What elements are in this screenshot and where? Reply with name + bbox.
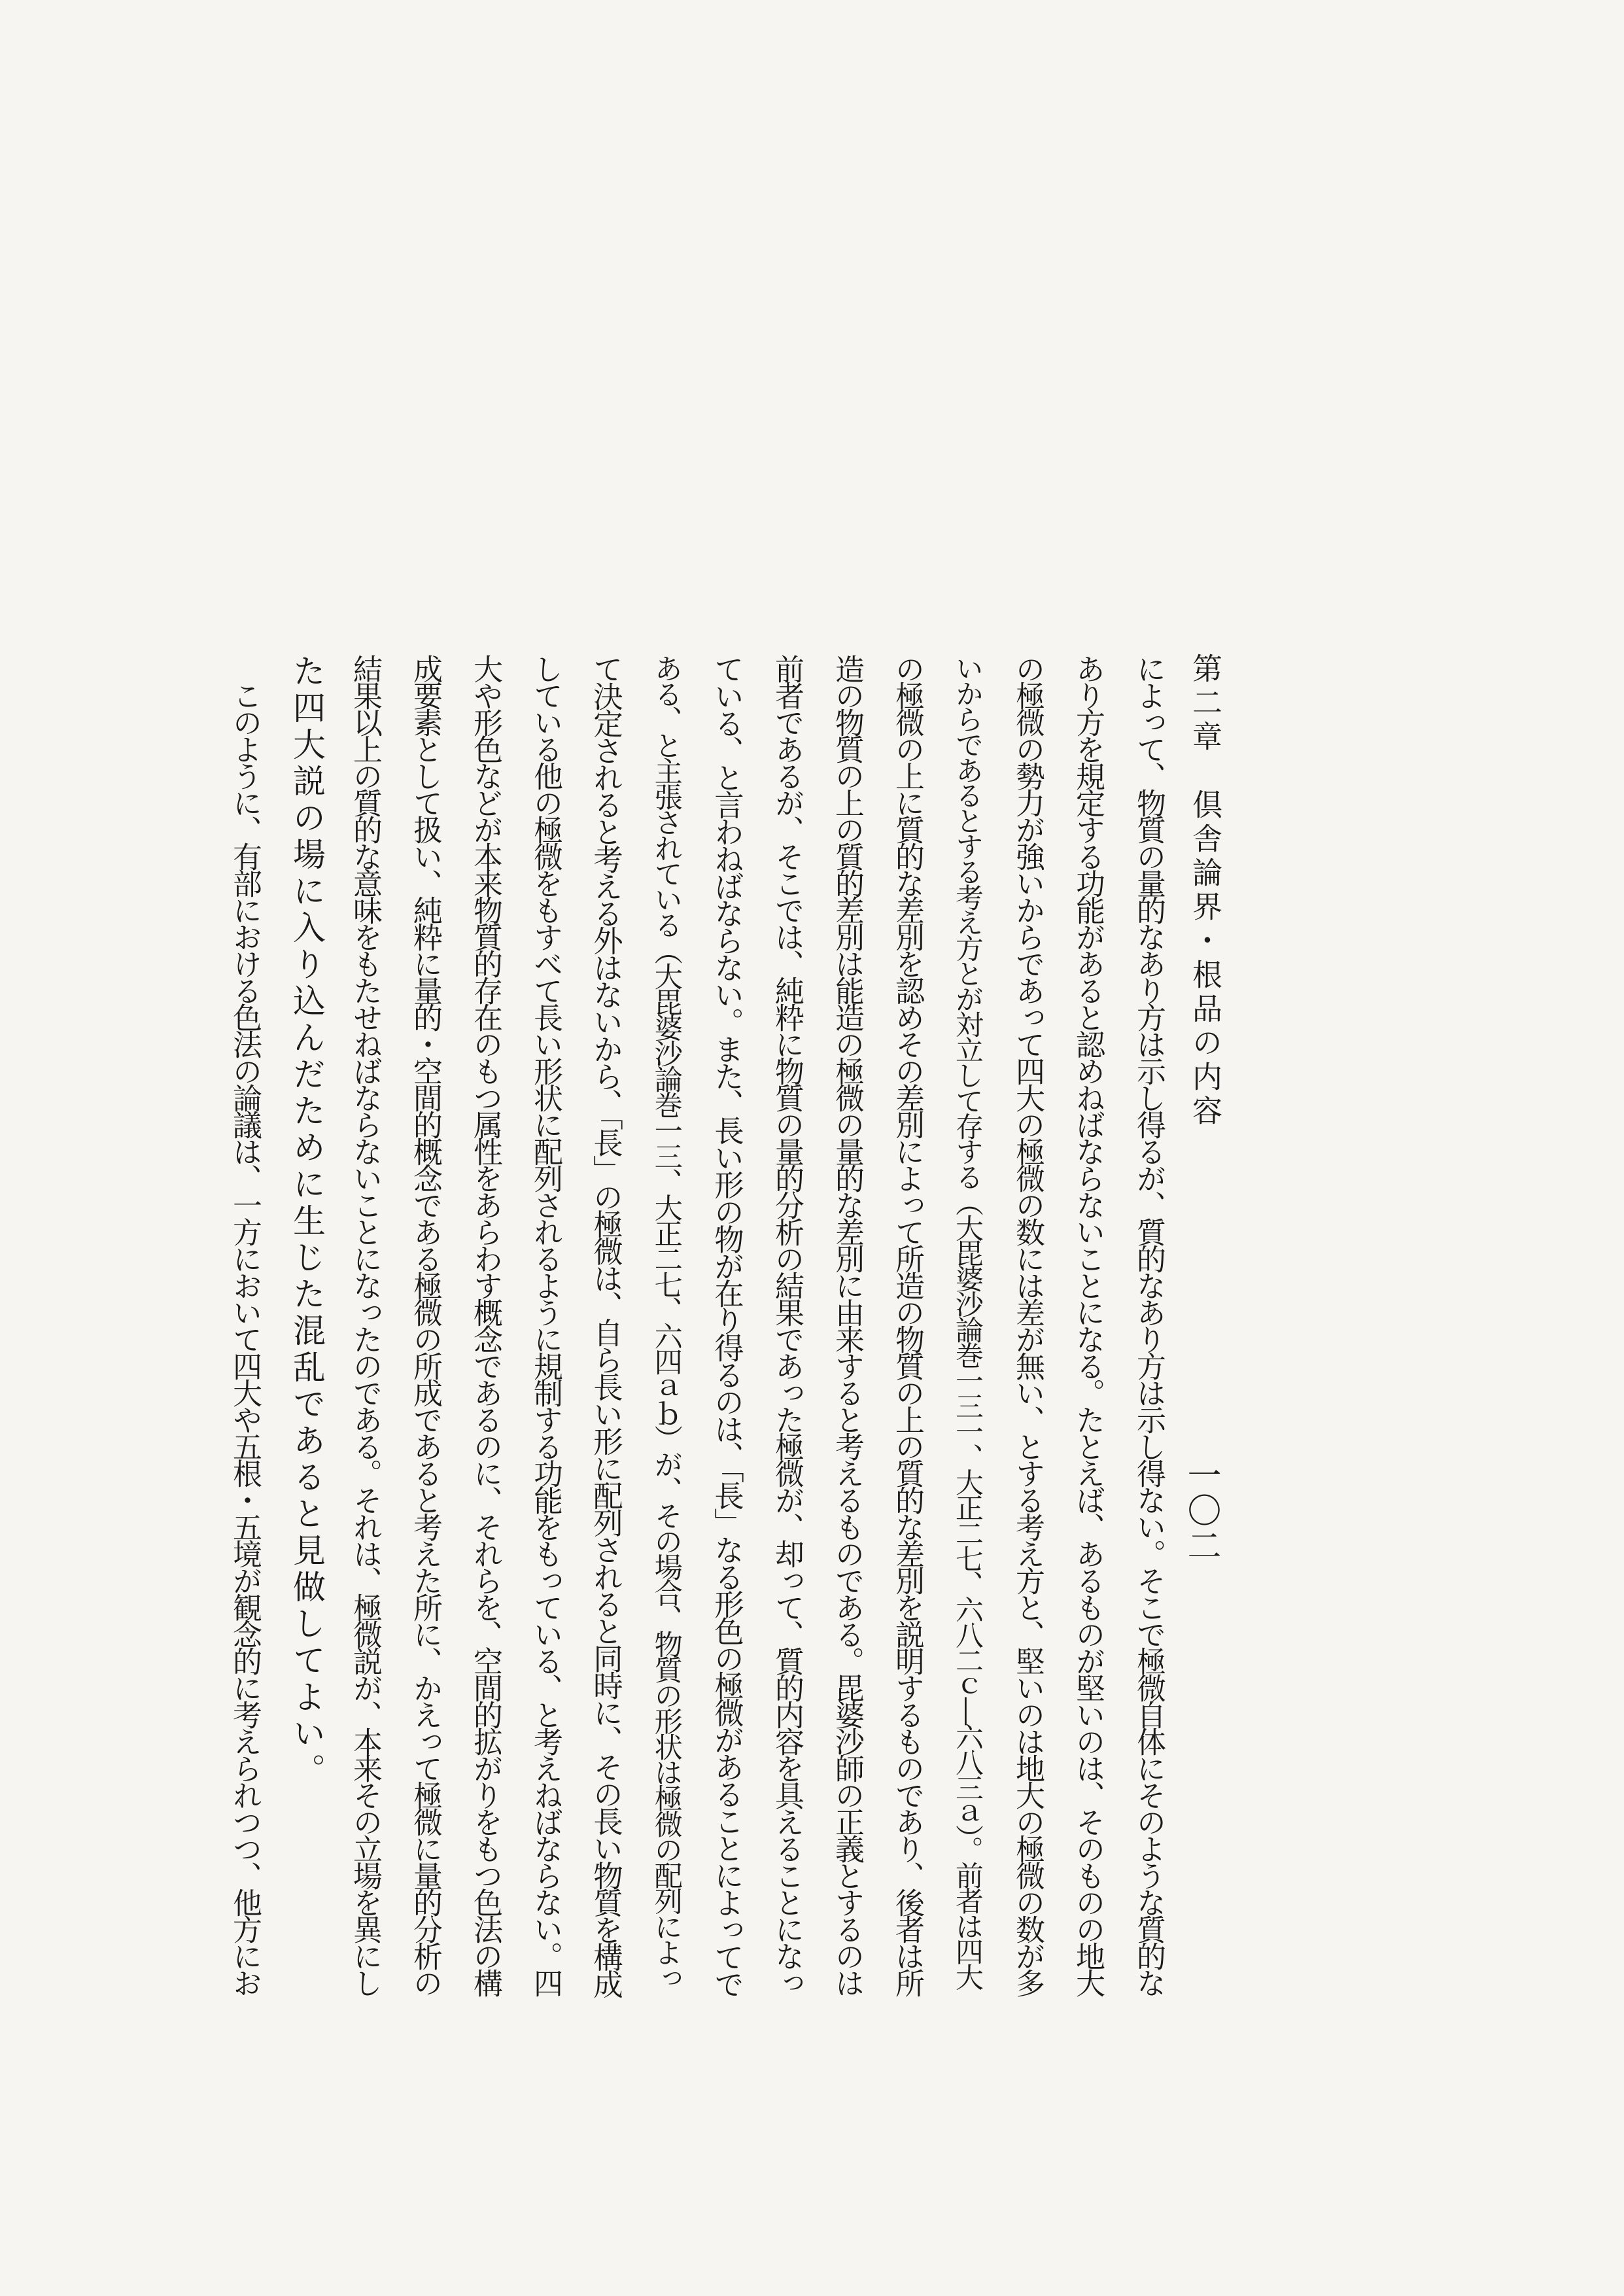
text-line: の極微の勢力が強いからであって四大の極微の数には差が無い、とする考え方と、堅いのは地大の極微の数が多 <box>1011 654 1045 1995</box>
text-line: ある、と主張されている（大毘婆沙論巻一三、大正二七、六四ａｂ）が、その場合、物質の形状は極微の配列によっ <box>649 654 683 1990</box>
text-line: このように、有部における色法の論議は、一方において四大や五根・五境が観念的に考えられつつ、他方にお <box>228 654 262 1995</box>
running-title: 第二章 倶舎論界・根品の内容 <box>1188 653 1223 1129</box>
text-line: 成要素として扱い、純粋に量的・空間的概念である極微の所成であると考えた所に、かえって極微に量的分析の <box>408 654 443 1995</box>
text-line: いからであるとする考え方とが対立して存する（大毘婆沙論巻一三一、大正二七、六八二ｃ―六八三ａ）。前者は四大 <box>950 654 984 1989</box>
text-line: ている、と言わねばならない。また、長い形の物が在り得るのは、「長」なる形色の極微があることによってで <box>710 654 745 1996</box>
text-line: あり方を規定する功能があると認めねばならないことになる。たとえば、あるものが堅いのは、そのものの地大 <box>1071 654 1105 1995</box>
text-line: 大や形色などが本来物質的存在のもつ属性をあらわす概念であるのに、それらを、空間的拡がりをもつ色法の構 <box>468 654 503 1995</box>
text-line: している他の極微をもすべて長い形状に配列されるように規制する功能をもっている、と考えねばならない。四 <box>528 654 563 1995</box>
text-line: 造の物質の上の質的差別は能造の極微の量的な差別に由来すると考えるものである。毘婆沙師の正義とするのは <box>830 654 865 1995</box>
text-line: 前者であるが、そこでは、純粋に物質の量的分析の結果であった極微が、却って、質的内容を具えることになっ <box>770 654 804 1995</box>
text-line: て決定されると考える外はないから、「長」の極微は、自ら長い形に配列されると同時に、その長い物質を構成 <box>589 654 624 1996</box>
page-number: 一〇二 <box>1181 1457 1220 1563</box>
text-line: によって、物質の量的なあり方は示し得るが、質的なあり方は示し得ない。そこで極微自体にそのような質的な <box>1132 654 1166 1995</box>
text-line: た四大説の場に入り込んだために生じた混乱であると見做してよい。 <box>288 654 326 1790</box>
text-line: の極微の上に質的な差別を認めその差別によって所造の物質の上の質的な差別を説明するものであり、後者は所 <box>890 654 925 1995</box>
text-line: 結果以上の質的な意味をもたせねばならないことになったのである。それは、極微説が、本来その立場を異にし <box>348 654 383 1995</box>
